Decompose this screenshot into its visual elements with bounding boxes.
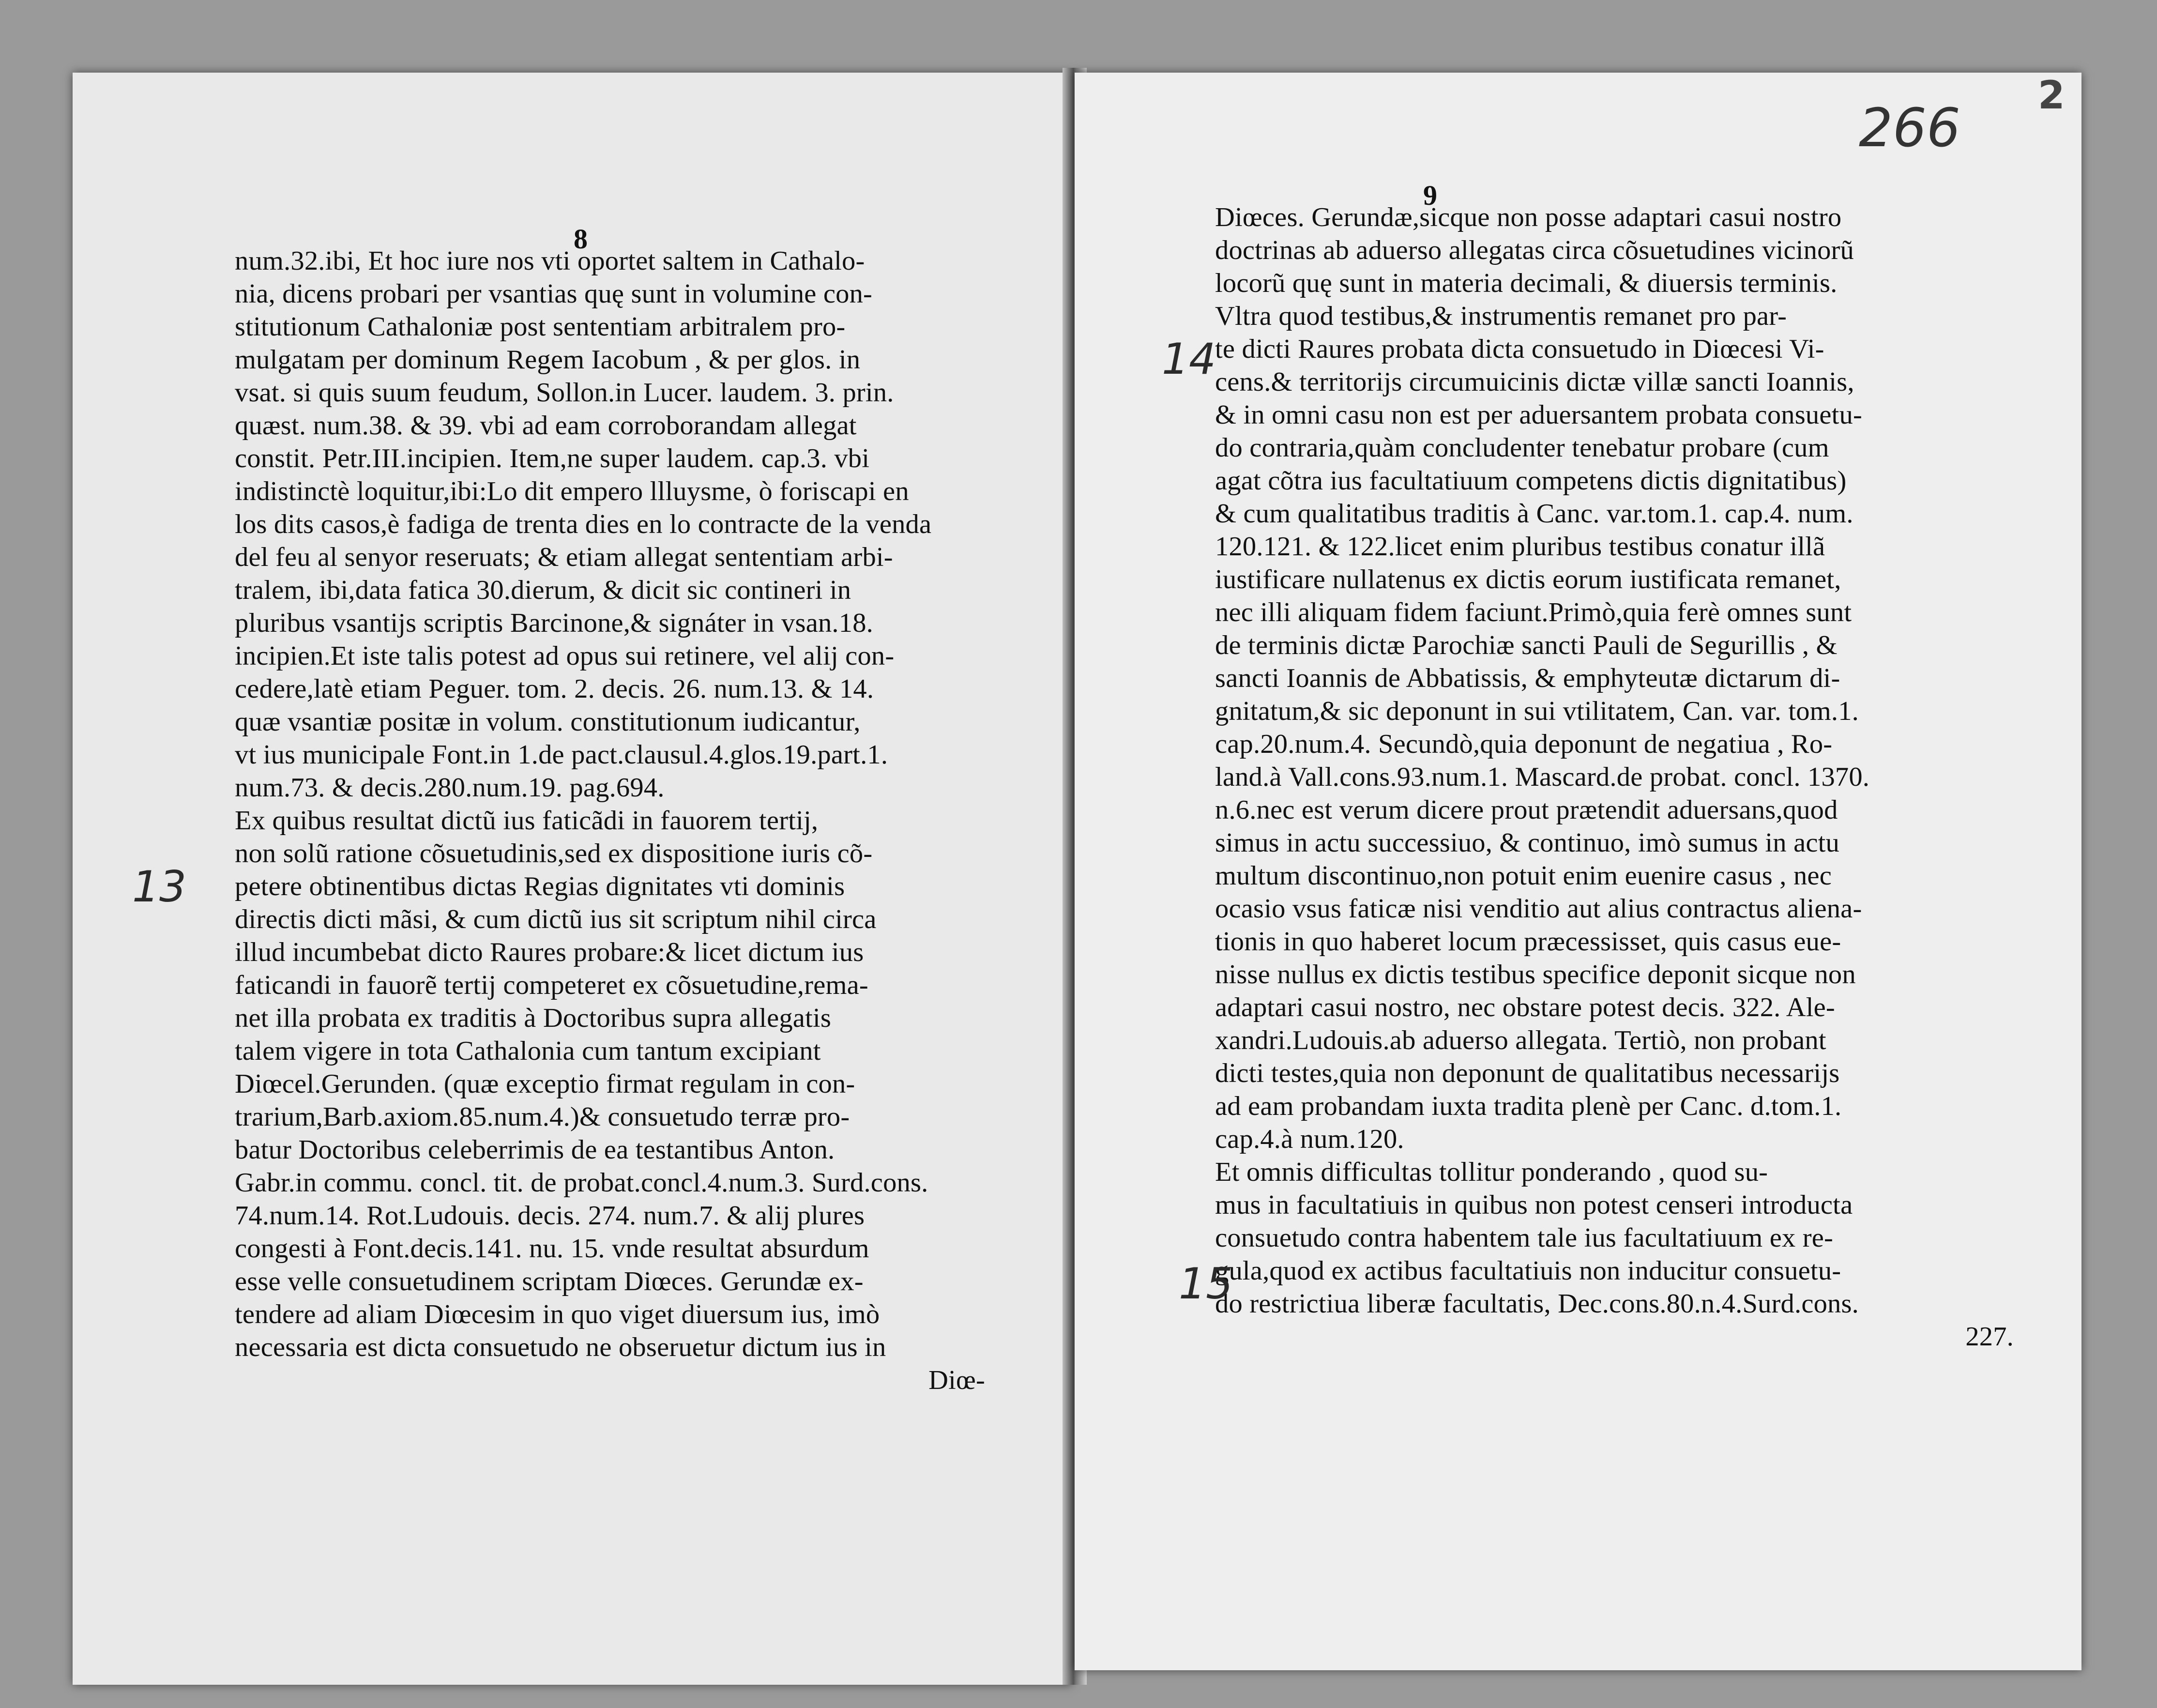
right_page-line: n.6.nec est verum dicere prout prætendit aduersans,quod	[1215, 795, 1838, 825]
left_page-line: congesti à Font.decis.141. nu. 15. vnde resultat absurdum	[235, 1234, 869, 1264]
right_page-line: tionis in quo haberet locum præcessisset, quis casus eue-	[1215, 927, 1841, 957]
right_page-line: 120.121. & 122.licet enim pluribus testibus conatur illã	[1215, 532, 1825, 562]
right_page-line: simus in actu successiuo, & continuo, imò sumus in actu	[1215, 828, 1839, 858]
right_page-line: & cum qualitatibus traditis à Canc. var.tom.1. cap.4. num.	[1215, 499, 1853, 529]
left_page-line: cedere,latè etiam Peguer. tom. 2. decis. 26. num.13. & 14.	[235, 674, 874, 704]
right_page-line: mus in facultatiuis in quibus non potest censeri introducta	[1215, 1190, 1853, 1220]
right_page-line: land.à Vall.cons.93.num.1. Mascard.de probat. concl. 1370.	[1215, 762, 1870, 792]
left_page-line: esse velle consuetudinem scriptam Diœces. Gerundæ ex-	[235, 1266, 864, 1296]
left_page-line: mulgatam per dominum Regem Iacobum , & per glos. in	[235, 345, 861, 375]
left_page-line: petere obtinentibus dictas Regias dignitates vti dominis	[235, 871, 845, 901]
left_page-line: 74.num.14. Rot.Ludouis. decis. 274. num.7. & alij plures	[235, 1201, 865, 1231]
left_page-line: Gabr.in commu. concl. tit. de probat.concl.4.num.3. Surd.cons.	[235, 1168, 928, 1198]
right_page-line: adaptari casui nostro, nec obstare potest decis. 322. Ale-	[1215, 992, 1835, 1022]
right_page-line: & in omni casu non est per aduersantem probata consuetu-	[1215, 400, 1862, 430]
left_page-line: Diœ-	[928, 1365, 985, 1395]
left_page-line: incipien.Et iste talis potest ad opus sui retinere, vel alij con-	[235, 641, 895, 671]
left-page	[73, 73, 1072, 1685]
right-page-number: 9	[1423, 180, 1437, 211]
right_page-line: ad eam probandam iuxta tradita plenè per Canc. d.tom.1.	[1215, 1091, 1842, 1121]
left_page-line: talem vigere in tota Cathalonia cum tantum excipiant	[235, 1036, 821, 1066]
right_page-line: Et omnis difficultas tollitur ponderando , quod su-	[1215, 1157, 1768, 1187]
left_page-line: stitutionum Cathaloniæ post sententiam arbitralem pro-	[235, 312, 846, 342]
left_page-line: pluribus vsantijs scriptis Barcinone,& signáter in vsan.18.	[235, 608, 873, 638]
right_page-line: Diœces. Gerundæ,sicque non posse adaptari casui nostro	[1215, 202, 1842, 232]
right_page-line: multum discontinuo,non potuit enim euenire casus , nec	[1215, 861, 1832, 891]
left-page-text	[235, 244, 985, 1397]
left_page-line: num.32.ibi, Et hoc iure nos vti oportet saltem in Cathalo-	[235, 246, 865, 276]
right_page-line: 227.	[1965, 1322, 2014, 1352]
left_page-line: vsat. si quis suum feudum, Sollon.in Lucer. laudem. 3. prin.	[235, 378, 894, 408]
right_page-line: sancti Ioannis de Abbatissis, & emphyteutæ dictarum di-	[1215, 663, 1840, 693]
left_page-line: vt ius municipale Font.in 1.de pact.clausul.4.glos.19.part.1.	[235, 740, 888, 770]
right_page-line: doctrinas ab aduerso allegatas circa cõsuetudines vicinorũ	[1215, 235, 1854, 265]
left_page-line: quæ vsantiæ positæ in volum. constitutionum iudicantur,	[235, 707, 861, 737]
left_page-line: trarium,Barb.axiom.85.num.4.)& consuetudo terræ pro-	[235, 1102, 850, 1132]
corner-mark: 2	[2038, 73, 2065, 118]
right_page-line: xandri.Ludouis.ab aduerso allegata. Tertiò, non probant	[1215, 1025, 1826, 1055]
left_page-line: constit. Petr.III.incipien. Item,ne super laudem. cap.3. vbi	[235, 443, 870, 473]
left_page-line: faticandi in fauorẽ tertij competeret ex cõsuetudine,rema-	[235, 970, 868, 1000]
left_page-line: Diœcel.Gerunden. (quæ exceptio firmat regulam in con-	[235, 1069, 855, 1099]
left_page-line: quæst. num.38. & 39. vbi ad eam corroborandam allegat	[235, 411, 857, 441]
left-page-number: 8	[574, 223, 588, 255]
left_page-line: tralem, ibi,data fatica 30.dierum, & dicit sic contineri in	[235, 575, 851, 605]
right-page-text	[1215, 201, 2014, 1353]
right_page-line: consuetudo contra habentem tale ius facultatiuum ex re-	[1215, 1223, 1834, 1253]
left_page-line: num.73. & decis.280.num.19. pag.694.	[235, 773, 665, 803]
right_page-line: te dicti Raures probata dicta consuetudo in Diœcesi Vi-	[1215, 334, 1824, 364]
right-margin-note-1: 14	[1162, 334, 1216, 384]
right_page-line: locorũ quę sunt in materia decimali, & diuersis terminis.	[1215, 268, 1838, 298]
left_page-line: del feu al senyor reseruats; & etiam allegat sententiam arbi-	[235, 542, 893, 572]
right_page-line: do contraria,quàm concludenter tenebatur probare (cum	[1215, 433, 1829, 463]
right_page-line: gnitatum,& sic deponunt in sui vtilitatem, Can. var. tom.1.	[1215, 696, 1859, 726]
right_page-line: agat cõtra ius facultatiuum competens dictis dignitatibus)	[1215, 466, 1847, 496]
right_page-line: de terminis dictæ Parochiæ sancti Pauli de Segurillis , &	[1215, 630, 1838, 660]
right_page-line: cap.4.à num.120.	[1215, 1124, 1404, 1154]
right_page-line: ocasio vsus faticæ nisi venditio aut alius contractus aliena-	[1215, 894, 1862, 924]
left_page-line: illud incumbebat dicto Raures probare:& licet dictum ius	[235, 937, 864, 967]
right_page-line: gula,quod ex actibus facultatiuis non inducitur consuetu-	[1215, 1256, 1841, 1286]
left_page-line: necessaria est dicta consuetudo ne obseruetur dictum ius in	[235, 1332, 886, 1362]
left_page-line: tendere ad aliam Diœcesim in quo viget diuersum ius, imò	[235, 1299, 880, 1329]
left_page-line: directis dicti mãsi, & cum dictũ ius sit scriptum nihil circa	[235, 904, 877, 934]
left_page-line: indistinctè loquitur,ibi:Lo dit empero llluysme, ò foriscapi en	[235, 476, 909, 506]
left_page-line: Ex quibus resultat dictũ ius faticãdi in fauorem tertij,	[235, 806, 819, 836]
left-margin-note: 13	[132, 862, 186, 912]
folio-number: 266	[1859, 97, 1960, 159]
right_page-line: cens.& territorijs circumuicinis dictæ villæ sancti Ioannis,	[1215, 367, 1854, 397]
left_page-line: net illa probata ex traditis à Doctoribus supra allegatis	[235, 1003, 832, 1033]
right_page-line: dicti testes,quia non deponunt de qualitatibus necessarijs	[1215, 1058, 1840, 1088]
left_page-line: batur Doctoribus celeberrimis de ea testantibus Anton.	[235, 1135, 835, 1165]
left_page-line: los dits casos,è fadiga de trenta dies en lo contracte de la venda	[235, 509, 932, 539]
left_page-line: nia, dicens probari per vsantias quę sunt in volumine con-	[235, 279, 873, 309]
right_page-line: nec illi aliquam fidem faciunt.Primò,quia ferè omnes sunt	[1215, 597, 1852, 627]
right_page-line: do restrictiua liberæ facultatis, Dec.cons.80.n.4.Surd.cons.	[1215, 1289, 1859, 1319]
right_page-line: iustificare nullatenus ex dictis eorum iustificata remanet,	[1215, 564, 1841, 595]
right_page-line: cap.20.num.4. Secundò,quia deponunt de negatiua , Ro-	[1215, 729, 1833, 759]
right_page-line: nisse nullus ex dictis testibus specifice deponit sicque non	[1215, 960, 1856, 990]
right-page	[1075, 73, 2081, 1670]
left_page-line: non solũ ratione cõsuetudinis,sed ex dispositione iuris cõ-	[235, 839, 873, 869]
right-margin-note-2: 15	[1179, 1259, 1233, 1309]
right_page-line: Vltra quod testibus,& instrumentis remanet pro par-	[1215, 301, 1787, 331]
